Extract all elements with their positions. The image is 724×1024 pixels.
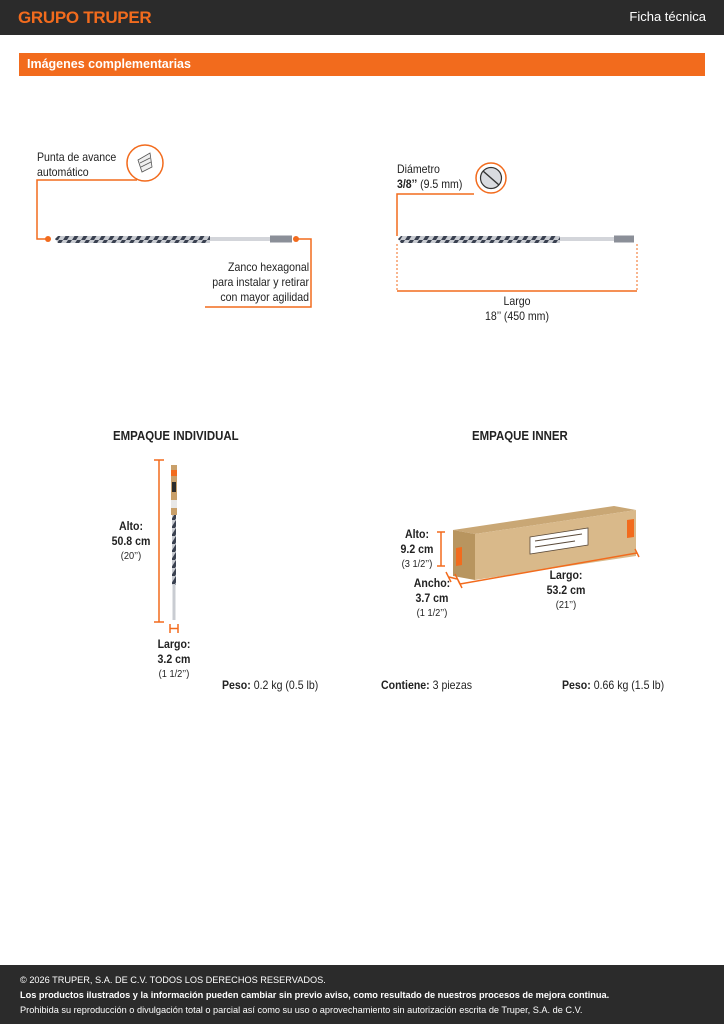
diameter-value: 3/8’’	[397, 177, 418, 191]
inner-width-label	[406, 576, 459, 621]
inner-contains	[381, 678, 472, 693]
document-type: Ficha técnica	[629, 9, 706, 24]
footer-notice: Los productos ilustrados y la información pueden cambiar sin previo aviso, como resultado de nuestros procesos de mejora continua.	[20, 990, 610, 1000]
drill-bit-left-image	[55, 236, 292, 244]
length-value: 18’’	[485, 309, 501, 323]
length-dimension	[397, 244, 637, 292]
individual-package-image	[171, 465, 177, 620]
individual-length-label	[148, 637, 201, 682]
individual-length-imperial: (1 1/2’’)	[158, 668, 190, 680]
inner-height-imperial: (3 1/2’’)	[401, 558, 433, 570]
tip-label-line2: automático	[37, 165, 89, 179]
inner-length-caption: Largo:	[549, 568, 583, 582]
inner-height-caption: Alto:	[404, 527, 430, 541]
tip-label	[37, 150, 116, 180]
length-label	[429, 294, 605, 324]
section-title: Imágenes complementarias	[27, 57, 191, 71]
individual-weight-value: 0.2 kg (0.5 lb)	[253, 678, 319, 692]
diameter-label	[397, 162, 462, 192]
tip-label-line1: Punta de avance	[37, 150, 117, 164]
inner-height-value: 9.2 cm	[400, 542, 434, 556]
inner-weight-value: 0.66 kg (1.5 lb)	[593, 678, 665, 692]
shank-label	[212, 260, 309, 305]
inner-width-value: 3.7 cm	[415, 591, 449, 605]
inner-height-label	[391, 527, 444, 572]
shank-label-line2: para instalar y retirar	[212, 275, 309, 289]
individual-package-title: EMPAQUE INDIVIDUAL	[113, 428, 239, 443]
length-label-text: Largo	[503, 294, 531, 308]
inner-length-label	[540, 568, 593, 613]
inner-width-caption: Ancho:	[413, 576, 451, 590]
inner-length-value: 53.2 cm	[546, 583, 586, 597]
individual-height-label	[105, 519, 158, 564]
footer-copyright: © 2026 TRUPER, S.A. DE C.V. TODOS LOS DERECHOS RESERVADOS.	[20, 975, 326, 985]
shank-label-line3: con mayor agilidad	[220, 290, 309, 304]
inner-width-imperial: (1 1/2’’)	[416, 607, 448, 619]
individual-length-caption: Largo:	[157, 637, 191, 651]
individual-weight	[222, 678, 318, 693]
diameter-metric: (9.5 mm)	[420, 177, 463, 191]
individual-weight-caption: Peso:	[222, 678, 251, 692]
inner-length-imperial: (21’’)	[555, 599, 577, 611]
individual-height-caption: Alto:	[118, 519, 144, 533]
length-metric: (450 mm)	[503, 309, 549, 323]
individual-length-dimension	[170, 624, 178, 633]
inner-contains-caption: Contiene:	[381, 678, 430, 692]
inner-package-title: EMPAQUE INNER	[472, 428, 568, 443]
brand-logo[interactable]: GRUPO TRUPER	[18, 8, 152, 27]
individual-height-imperial: (20’’)	[120, 550, 142, 562]
inner-weight-caption: Peso:	[562, 678, 591, 692]
page-footer	[0, 965, 724, 1024]
drill-bit-right-image	[398, 236, 634, 244]
diameter-label-text: Diámetro	[397, 162, 440, 176]
footer-prohibition: Prohibida su reproducción o divulgación total o parcial así como su uso o aprovechamiento sin autorización escrita de Truper, S.A. de C.V.	[20, 1005, 583, 1015]
shank-label-line1: Zanco hexagonal	[227, 260, 309, 274]
inner-contains-value: 3 piezas	[432, 678, 472, 692]
inner-weight	[562, 678, 664, 693]
individual-length-value: 3.2 cm	[157, 652, 191, 666]
individual-height-value: 50.8 cm	[111, 534, 151, 548]
